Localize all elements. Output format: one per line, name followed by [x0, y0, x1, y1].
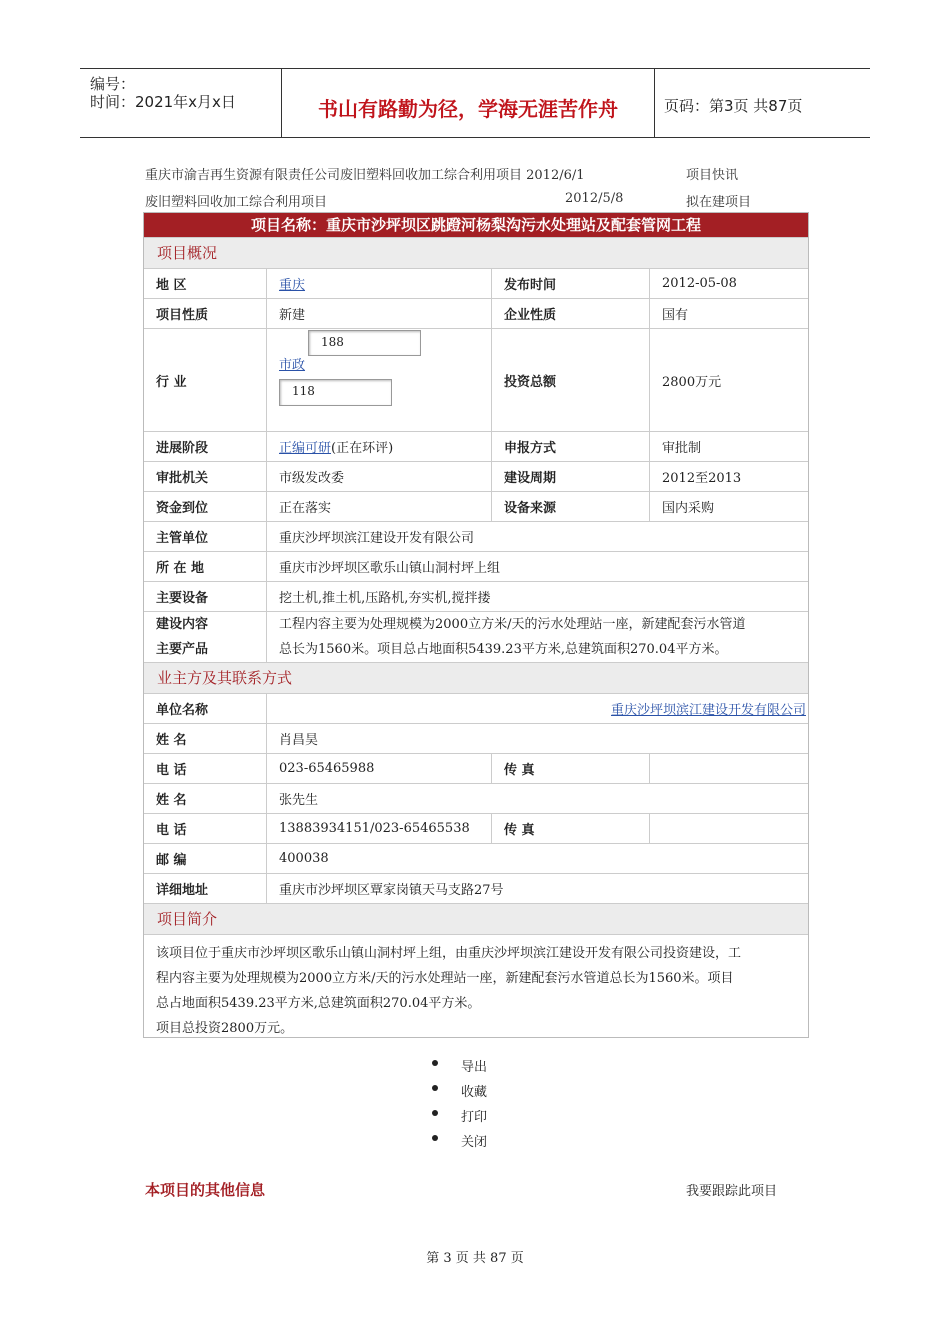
motto: 书山有路勤为径，学海无涯苦作舟 — [318, 97, 618, 121]
name-1-value: 肖昌昊 — [266, 724, 808, 753]
location-value: 重庆市沙坪坝区歌乐山镇山洞村坪上组 — [266, 552, 808, 581]
enterprise-value: 国有 — [649, 299, 808, 328]
postcode-label: 邮 编 — [156, 853, 187, 868]
page-label: 页码：第3页 共87页 — [664, 97, 803, 115]
action-favorite-label: 收藏 — [461, 1085, 488, 1100]
preline-2-tag: 拟在建项目 — [686, 195, 752, 210]
enterprise-label: 企业性质 — [491, 299, 649, 328]
action-export-label: 导出 — [461, 1060, 488, 1075]
preline-1-text: 重庆市渝吉再生资源有限责任公司废旧塑料回收加工综合利用项目 2012/6/1 — [145, 168, 585, 183]
fax-2-value — [649, 814, 808, 843]
nature-label: 项目性质 — [156, 308, 209, 323]
row-postcode — [144, 843, 808, 873]
track-project-link[interactable]: 我要跟踪此项目 — [686, 1184, 778, 1199]
row-unit — [144, 693, 808, 723]
row-funds — [144, 491, 808, 521]
funds-label: 资金到位 — [156, 501, 209, 516]
preline-2-date: 2012/5/8 — [565, 191, 624, 206]
fax-2-label: 传 真 — [491, 814, 649, 843]
header-left — [80, 69, 280, 137]
row-industry — [144, 328, 808, 431]
other-info-heading: 本项目的其他信息 — [145, 1181, 266, 1199]
name-2-label: 姓 名 — [156, 793, 187, 808]
fax-1-value — [649, 754, 808, 783]
equip-src-value: 国内采购 — [649, 492, 808, 521]
stage-note: (正在环评) — [331, 441, 394, 456]
owner-unit-value: 重庆沙坪坝滨江建设开发有限公司 — [266, 522, 808, 551]
location-label: 所 在 地 — [156, 561, 205, 576]
intro-line-3: 总占地面积5439.23平方米,总建筑面积270.04平方米。 — [156, 996, 481, 1011]
phone-1-label: 电 话 — [156, 763, 187, 778]
row-location — [144, 551, 808, 581]
row-stage — [144, 431, 808, 461]
bullet-icon — [432, 1110, 438, 1116]
fax-1-label: 传 真 — [491, 754, 649, 783]
row-name-2 — [144, 783, 808, 813]
nature-value: 新建 — [266, 299, 491, 328]
stage-label: 进展阶段 — [156, 441, 209, 456]
equip-src-label: 设备来源 — [491, 492, 649, 521]
action-favorite[interactable] — [432, 1081, 552, 1101]
address-value: 重庆市沙坪坝区覃家岗镇天马支路27号 — [266, 874, 808, 903]
funds-value: 正在落实 — [266, 492, 491, 521]
approval-value: 市级发改委 — [266, 462, 491, 491]
industry-link[interactable]: 市政 — [279, 358, 306, 373]
row-equipment — [144, 581, 808, 611]
action-close[interactable] — [432, 1131, 552, 1151]
declare-label: 申报方式 — [491, 432, 649, 461]
period-label: 建设周期 — [491, 462, 649, 491]
page-header — [80, 68, 870, 138]
row-approval — [144, 461, 808, 491]
industry-box-2[interactable]: 118 — [279, 379, 392, 406]
action-print-label: 打印 — [461, 1110, 488, 1125]
row-phone-2 — [144, 813, 808, 843]
name-2-value: 张先生 — [266, 784, 808, 813]
investment-value: 2800万元 — [649, 329, 808, 431]
stage-link[interactable]: 正编可研 — [279, 441, 332, 456]
intro-line-1: 该项目位于重庆市沙坪坝区歌乐山镇山洞村坪上组，由重庆沙坪坝滨江建设开发有限公司投资建设，工 — [156, 946, 742, 961]
bullet-icon — [432, 1060, 438, 1066]
address-label: 详细地址 — [156, 883, 209, 898]
project-table — [143, 212, 809, 1038]
intro-line-4: 项目总投资2800万元。 — [156, 1021, 294, 1036]
number-label: 编号： — [90, 75, 136, 93]
region-link[interactable]: 重庆 — [279, 278, 306, 293]
row-name-1 — [144, 723, 808, 753]
action-export[interactable] — [432, 1056, 552, 1076]
unit-label: 单位名称 — [156, 703, 209, 718]
publish-label: 发布时间 — [491, 269, 649, 298]
equipment-value: 挖土机,推土机,压路机,夯实机,搅拌搂 — [266, 582, 808, 611]
content-label-2: 主要产品 — [156, 642, 209, 657]
postcode-value: 400038 — [266, 844, 808, 873]
row-address — [144, 873, 808, 903]
preline-1-tag: 项目快讯 — [686, 168, 739, 183]
action-close-label: 关闭 — [461, 1135, 488, 1150]
content-label-1: 建设内容 — [156, 617, 209, 632]
bullet-icon — [432, 1135, 438, 1141]
declare-value: 审批制 — [649, 432, 808, 461]
intro-heading: 项目简介 — [144, 903, 808, 934]
row-region — [144, 268, 808, 298]
name-1-label: 姓 名 — [156, 733, 187, 748]
page-number-footer: 第 3 页 共 87 页 — [426, 1251, 524, 1266]
phone-2-label: 电 话 — [156, 823, 187, 838]
row-phone-1 — [144, 753, 808, 783]
unit-link[interactable]: 重庆沙坪坝滨江建设开发有限公司 — [610, 703, 806, 718]
content-line-2: 总长为1560米。项目总占地面积5439.23平方米,总建筑面积270.04平方米。 — [279, 642, 728, 657]
content-line-1: 工程内容主要为处理规模为2000立方米/天的污水处理站一座，新建配套污水管道 — [279, 617, 746, 632]
header-middle — [281, 69, 655, 137]
preline-2-text: 废旧塑料回收加工综合利用项目 — [145, 195, 328, 210]
row-owner-unit — [144, 521, 808, 551]
action-print[interactable] — [432, 1106, 552, 1126]
project-title: 项目名称：重庆市沙坪坝区跳蹬河杨梨沟污水处理站及配套管网工程 — [144, 213, 808, 237]
phone-1-value: 023-65465988 — [266, 754, 491, 783]
time-label: 时间：2021年x月x日 — [90, 93, 236, 111]
header-right — [654, 69, 870, 137]
industry-box-1[interactable]: 188 — [308, 330, 421, 356]
period-value: 2012至2013 — [649, 462, 808, 491]
contact-heading: 业主方及其联系方式 — [144, 662, 808, 693]
industry-label: 行 业 — [156, 374, 187, 390]
approval-label: 审批机关 — [156, 471, 209, 486]
row-nature — [144, 298, 808, 328]
row-content — [144, 611, 808, 662]
owner-unit-label: 主管单位 — [156, 531, 209, 546]
investment-label: 投资总额 — [491, 329, 649, 431]
intro-line-2: 程内容主要为处理规模为2000立方米/天的污水处理站一座，新建配套污水管道总长为1560米。项目 — [156, 971, 734, 986]
region-label: 地 区 — [156, 278, 187, 293]
equipment-label: 主要设备 — [156, 591, 209, 606]
phone-2-value: 13883934151/023-65465538 — [266, 814, 491, 843]
publish-value: 2012-05-08 — [649, 269, 808, 298]
overview-heading: 项目概况 — [144, 237, 808, 268]
bullet-icon — [432, 1085, 438, 1091]
intro-body — [144, 934, 808, 1037]
